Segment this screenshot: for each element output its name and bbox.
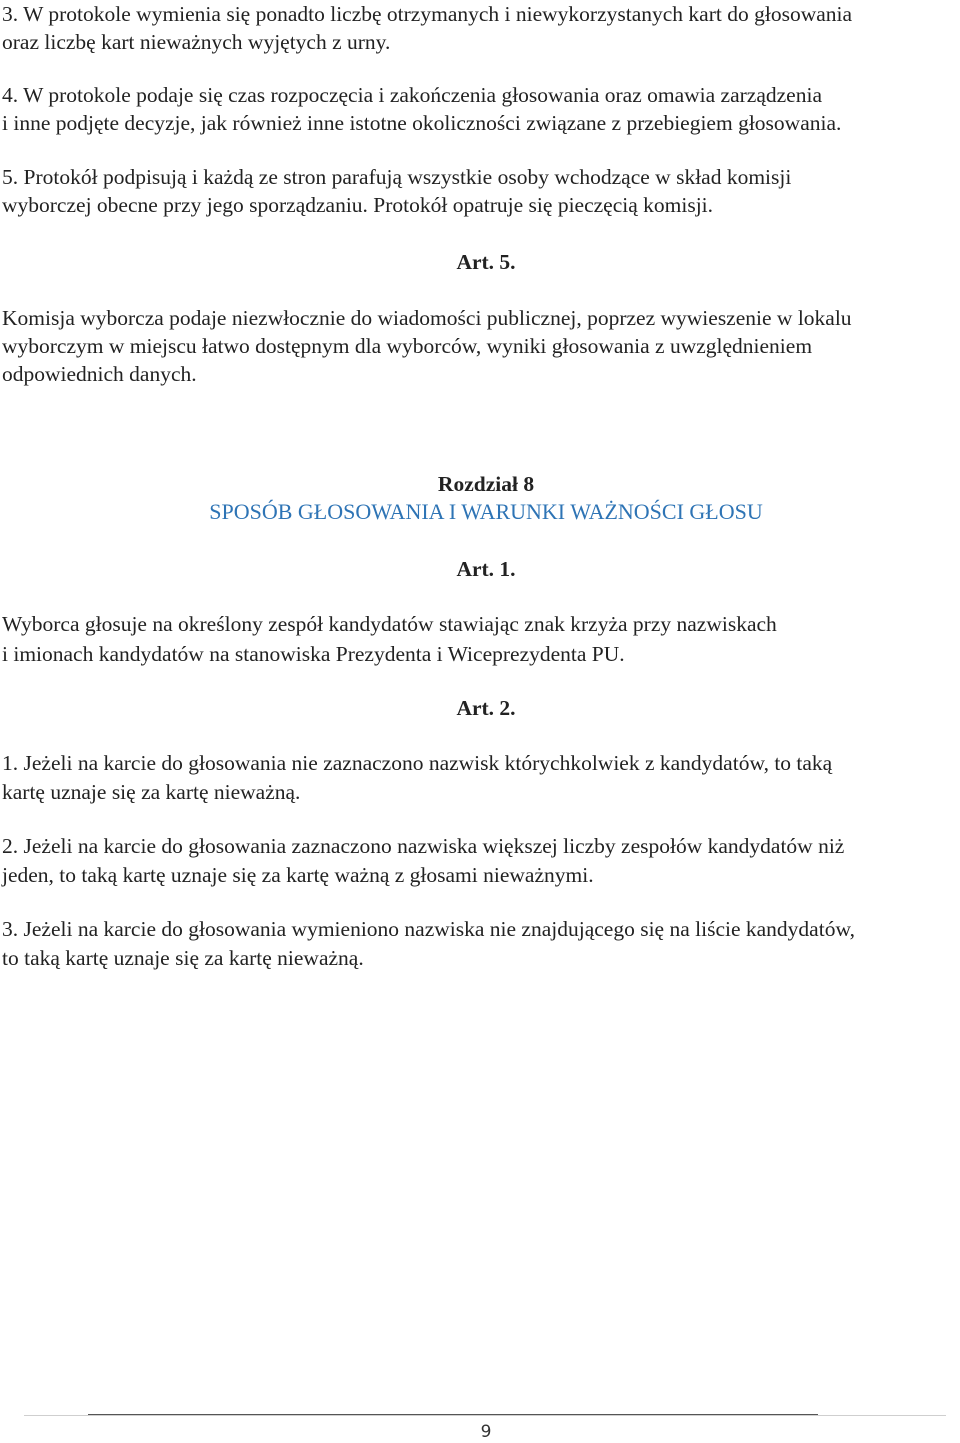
article-5-heading: Art. 5. [456, 250, 516, 274]
paragraph-5-line-2: wyborczej obecne przy jego sporządzaniu. Protokół opatruje się pieczęcią komisji. [2, 193, 714, 217]
article-2-point-3-line-1: 3. Jeżeli na karcie do głosowania wymieniono nazwiska nie znajdującego się na liście kandydatów, [2, 917, 855, 941]
chapter-title: SPOSÓB GŁOSOWANIA I WARUNKI WAŻNOŚCI GŁOSU [209, 499, 763, 524]
paragraph-3-line-1: 3. W protokole wymienia się ponadto liczbę otrzymanych i niewykorzystanych kart do głosowania [2, 2, 853, 26]
article-5-line-2: wyborczym w miejscu łatwo dostępnym dla wyborców, wyniki głosowania z uwzględnieniem [2, 334, 813, 358]
paragraph-3-line-2: oraz liczbę kart nieważnych wyjętych z urny. [2, 30, 391, 54]
article-1-line-1: Wyborca głosuje na określony zespół kandydatów stawiając znak krzyża przy nazwiskach [2, 612, 777, 636]
article-5-line-3: odpowiednich danych. [2, 362, 197, 386]
article-1-heading: Art. 1. [456, 557, 516, 581]
article-2-heading: Art. 2. [456, 696, 516, 720]
paragraph-4-line-2: i inne podjęte decyzje, jak również inne istotne okoliczności związane z przebiegiem głosowania. [2, 111, 842, 135]
page-number: 9 [480, 1422, 492, 1442]
article-2-point-2-line-1: 2. Jeżeli na karcie do głosowania zaznaczono nazwiska większej liczby zespołów kandydatów niż [2, 834, 845, 858]
article-2-point-2-line-2: jeden, to taką kartę uznaje się za kartę ważną z głosami nieważnymi. [2, 863, 594, 887]
article-1-line-2: i imionach kandydatów na stanowiska Prezydenta i Wiceprezydenta PU. [2, 642, 625, 666]
article-5-line-1: Komisja wyborcza podaje niezwłocznie do wiadomości publicznej, poprzez wywieszenie w lokalu [2, 306, 852, 330]
article-2-point-3-line-2: to taką kartę uznaje się za kartę nieważną. [2, 946, 364, 970]
footer-rule-outer [24, 1415, 946, 1416]
paragraph-4-line-1: 4. W protokole podaje się czas rozpoczęcia i zakończenia głosowania oraz omawia zarządzenia [2, 83, 822, 107]
article-2-point-1-line-2: kartę uznaje się za kartę nieważną. [2, 780, 301, 804]
footer-rule-inner [88, 1414, 818, 1415]
article-2-point-1-line-1: 1. Jeżeli na karcie do głosowania nie zaznaczono nazwisk którychkolwiek z kandydatów, to taką [2, 751, 833, 775]
chapter-label: Rozdział 8 [437, 472, 535, 496]
paragraph-5-line-1: 5. Protokół podpisują i każdą ze stron parafują wszystkie osoby wchodzące w skład komisji [2, 165, 792, 189]
